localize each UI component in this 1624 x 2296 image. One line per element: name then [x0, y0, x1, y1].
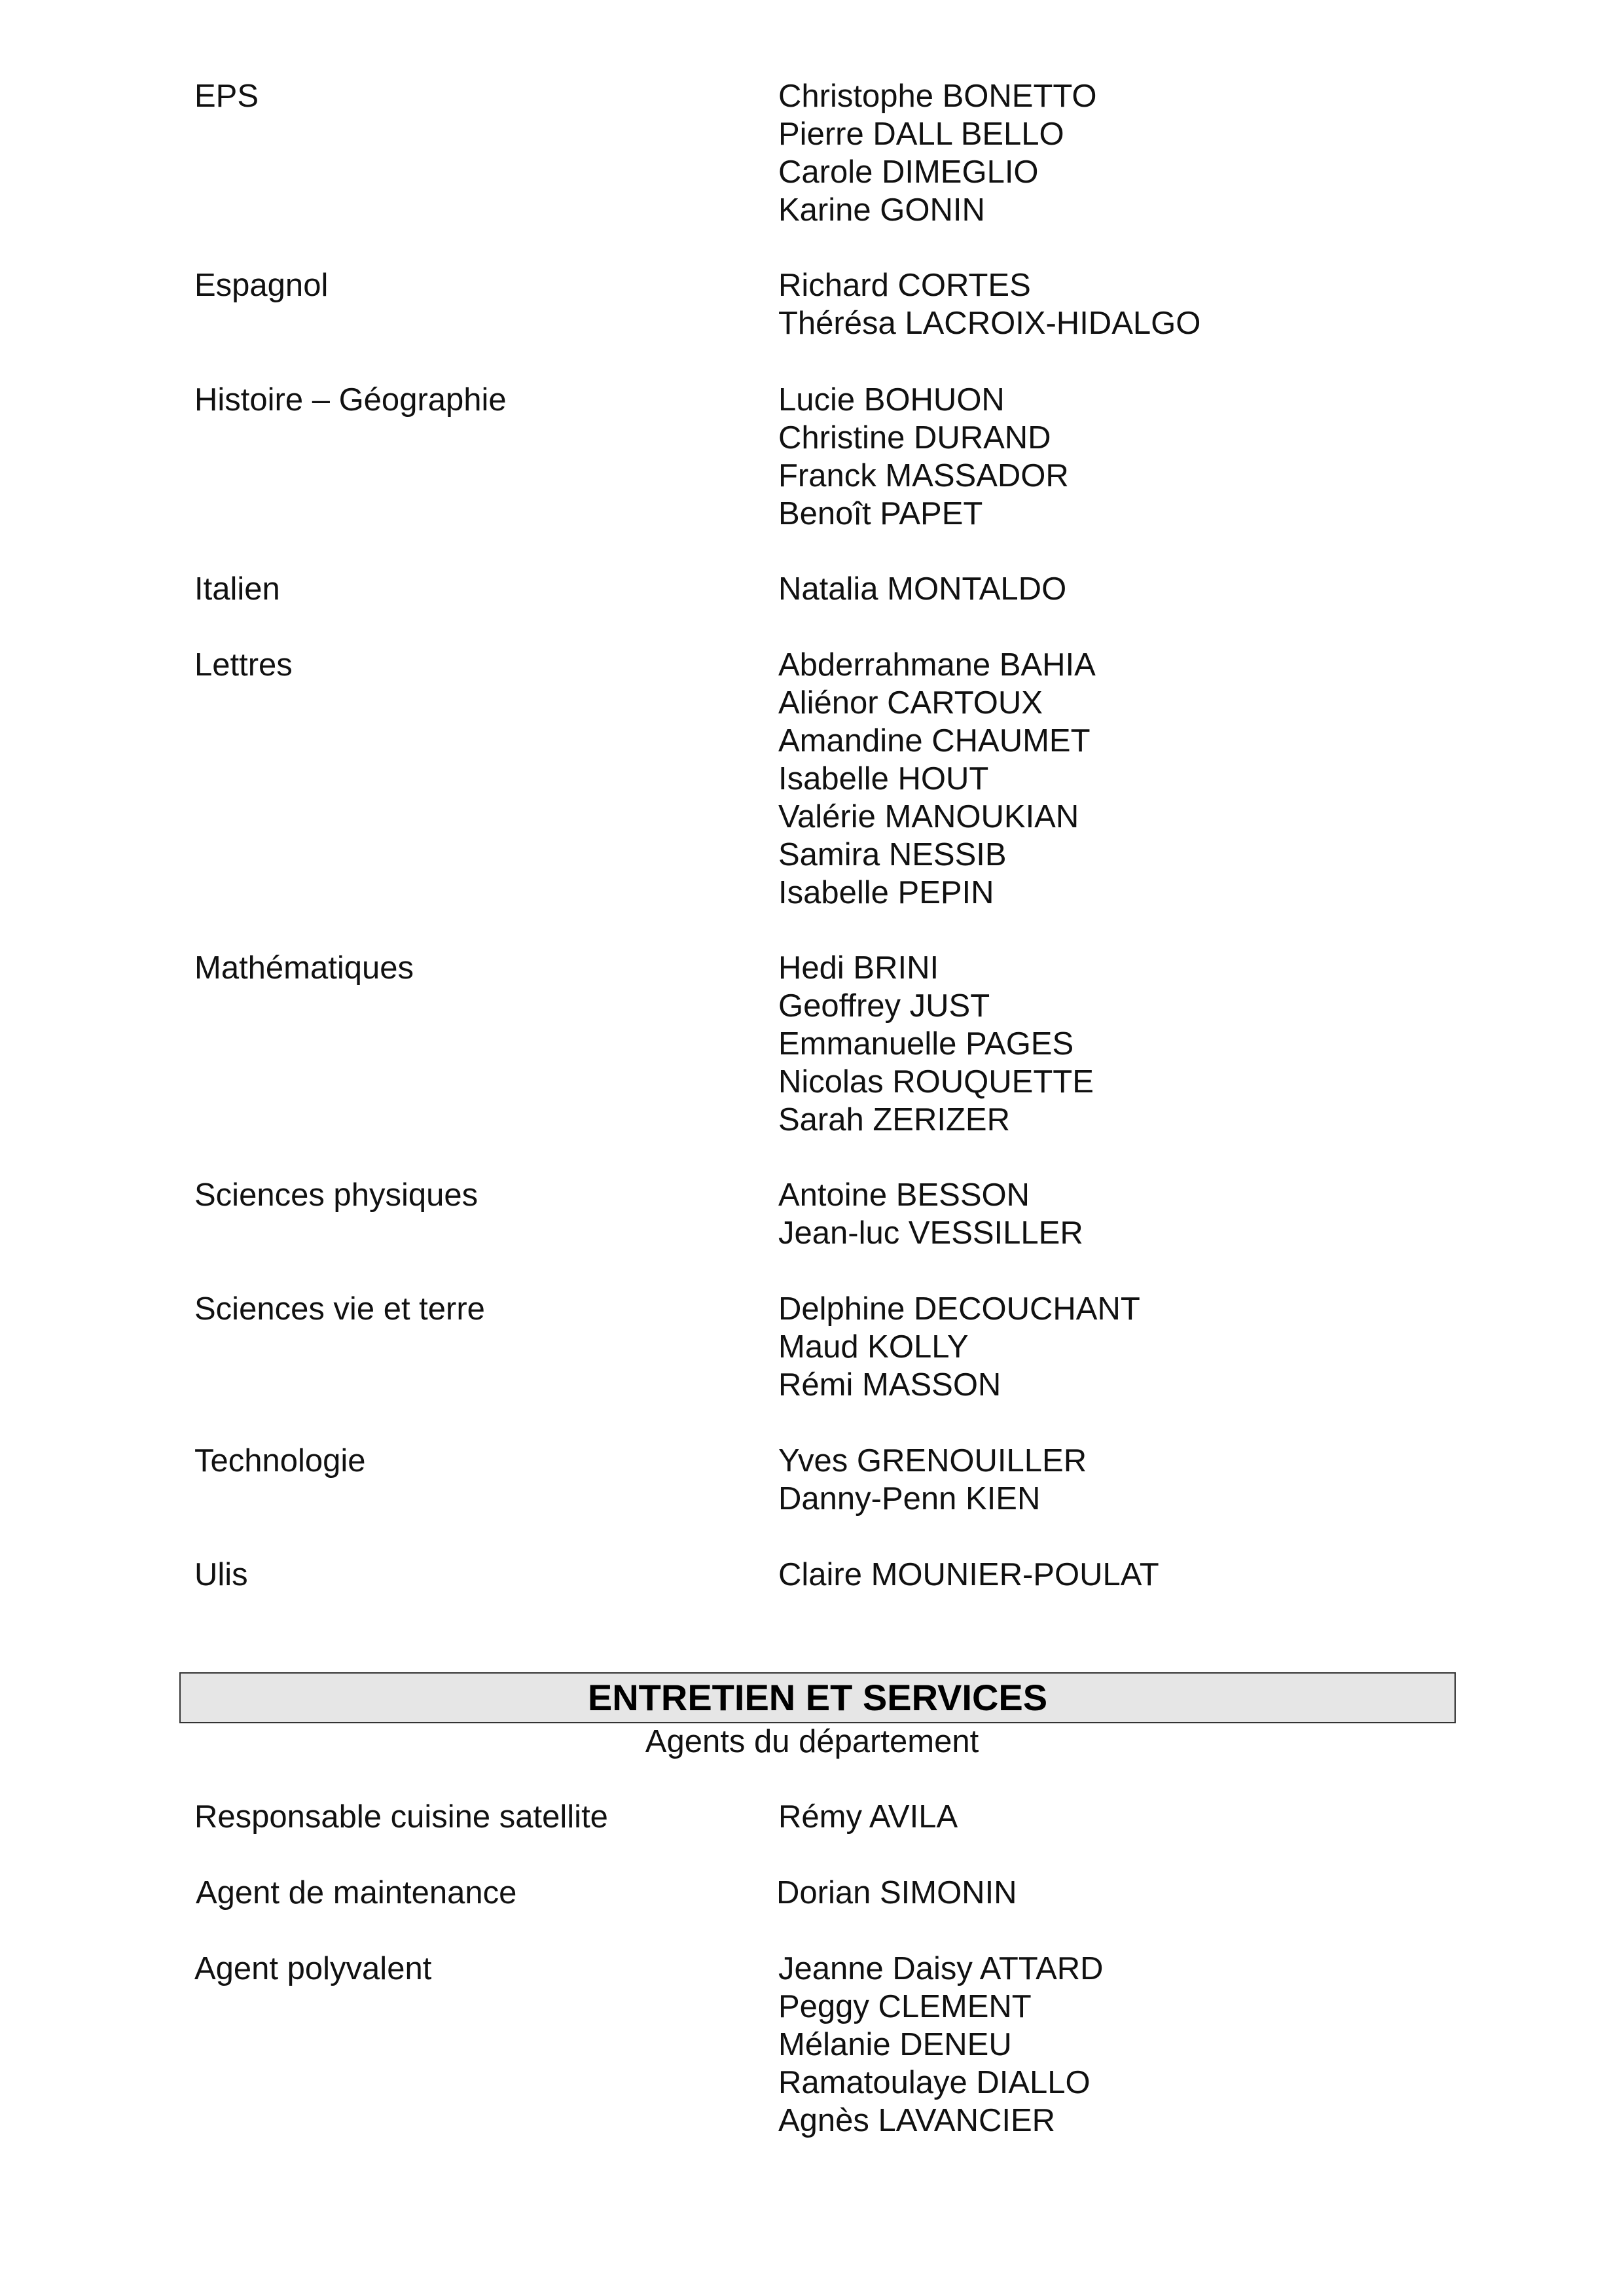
agent-list	[776, 1874, 1017, 1912]
subject-label: Lettres	[194, 647, 293, 683]
subject-label: Ulis	[194, 1557, 248, 1592]
agent-name: Mélanie DENEU	[778, 2027, 1012, 2062]
subject-label: Sciences physiques	[194, 1177, 478, 1213]
subject-label: Espagnol	[194, 268, 329, 303]
teacher-name: Antoine BESSON	[778, 1177, 1030, 1213]
role-label: Responsable cuisine satellite	[194, 1799, 608, 1835]
agent-name: Dorian SIMONIN	[776, 1875, 1017, 1910]
agent-name: Agnès LAVANCIER	[778, 2103, 1056, 2138]
teacher-name: Nicolas ROUQUETTE	[778, 1064, 1094, 1100]
teacher-name: Rémi MASSON	[778, 1367, 1001, 1403]
subject-label: EPS	[194, 79, 259, 114]
teacher-list	[778, 381, 1069, 533]
teacher-name: Emmanuelle PAGES	[778, 1026, 1074, 1062]
teacher-list	[778, 570, 1066, 608]
agent-list	[778, 1950, 1104, 2140]
agent-name: Jeanne Daisy ATTARD	[778, 1951, 1104, 1986]
teacher-list	[778, 949, 1094, 1139]
teacher-name: Hedi BRINI	[778, 950, 939, 986]
teacher-name: Isabelle HOUT	[778, 761, 989, 797]
teacher-name: Sarah ZERIZER	[778, 1102, 1010, 1138]
teacher-name: Geoffrey JUST	[778, 988, 990, 1024]
teacher-name: Natalia MONTALDO	[778, 571, 1067, 607]
subject-label: Technologie	[194, 1443, 366, 1479]
section-subtitle: Agents du département	[645, 1724, 979, 1759]
teacher-list	[778, 1290, 1140, 1404]
teacher-name: Christophe BONETTO	[778, 79, 1097, 114]
role-label: Agent de maintenance	[196, 1875, 517, 1910]
agent-name: Ramatoulaye DIALLO	[778, 2065, 1091, 2100]
teacher-list	[778, 1556, 1159, 1594]
teacher-name: Benoît PAPET	[778, 496, 983, 531]
teacher-name: Jean-luc VESSILLER	[778, 1215, 1083, 1251]
teacher-list	[778, 1176, 1083, 1252]
role-label: Agent polyvalent	[194, 1951, 432, 1986]
teacher-name: Thérésa LACROIX-HIDALGO	[778, 306, 1201, 341]
subject-label: Histoire – Géographie	[194, 382, 507, 418]
teacher-list	[778, 77, 1097, 229]
agent-list	[778, 1798, 958, 1836]
teacher-name: Claire MOUNIER-POULAT	[778, 1557, 1159, 1592]
agent-name: Rémy AVILA	[778, 1799, 958, 1835]
teacher-name: Valérie MANOUKIAN	[778, 799, 1079, 834]
teacher-list	[778, 646, 1096, 912]
teacher-name: Richard CORTES	[778, 268, 1031, 303]
agent-name: Peggy CLEMENT	[778, 1989, 1032, 2024]
teacher-name: Yves GRENOUILLER	[778, 1443, 1087, 1479]
section-banner-entretien-services: ENTRETIEN ET SERVICES	[179, 1672, 1456, 1723]
teacher-name: Delphine DECOUCHANT	[778, 1291, 1140, 1327]
teacher-name: Samira NESSIB	[778, 837, 1007, 872]
teacher-name: Pierre DALL BELLO	[778, 117, 1064, 152]
teacher-name: Carole DIMEGLIO	[778, 154, 1039, 190]
teacher-name: Maud KOLLY	[778, 1329, 969, 1365]
teacher-name: Amandine CHAUMET	[778, 723, 1091, 759]
teacher-name: Karine GONIN	[778, 192, 985, 228]
subject-label: Sciences vie et terre	[194, 1291, 485, 1327]
teacher-name: Franck MASSADOR	[778, 458, 1069, 493]
subject-label: Italien	[194, 571, 280, 607]
teacher-name: Abderrahmane BAHIA	[778, 647, 1096, 683]
teacher-name: Lucie BOHUON	[778, 382, 1005, 418]
teacher-list	[778, 266, 1200, 342]
teacher-name: Christine DURAND	[778, 420, 1051, 456]
subject-label: Mathématiques	[194, 950, 414, 986]
teacher-name: Aliénor CARTOUX	[778, 685, 1043, 721]
teacher-name: Danny-Penn KIEN	[778, 1481, 1041, 1516]
teacher-list	[778, 1442, 1087, 1518]
teacher-name: Isabelle PEPIN	[778, 875, 994, 910]
